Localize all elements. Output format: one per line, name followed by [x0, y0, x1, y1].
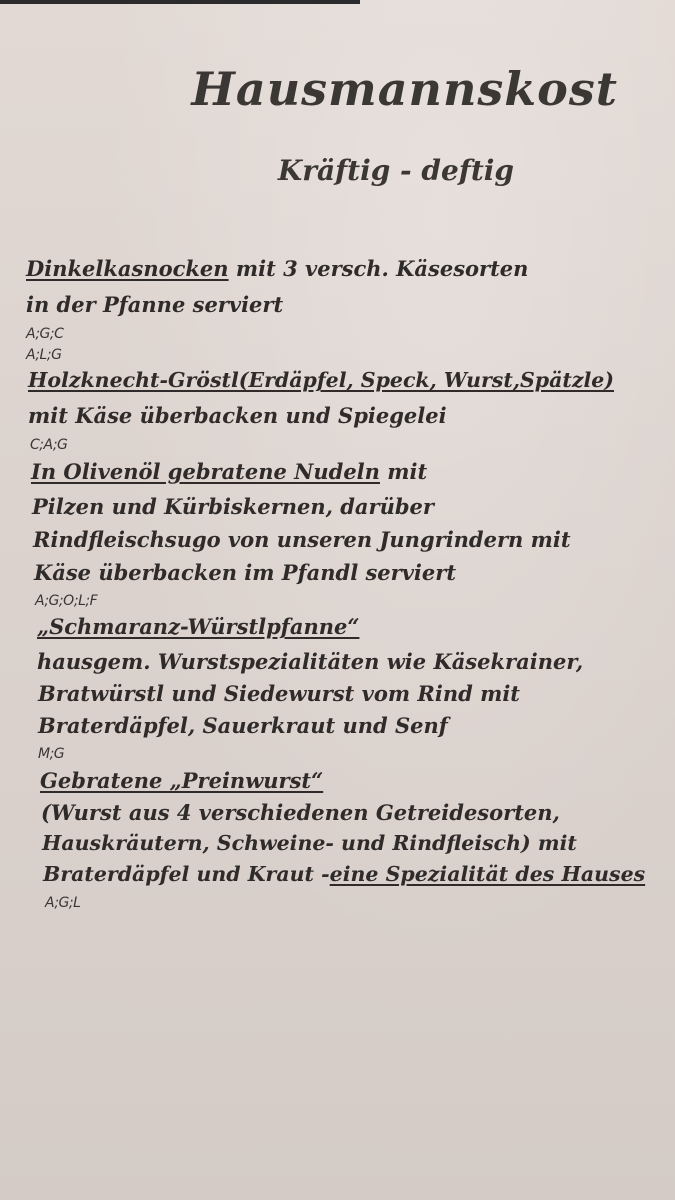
- allergen-codes: A;G;O;L;F: [35, 593, 98, 609]
- dish-name: Holzknecht-Gröstl(Erdäpfel, Speck, Wurst,Spätzle): [28, 368, 615, 392]
- dish-description: mit Käse überbacken und Spiegelei: [28, 403, 447, 428]
- dish-name: Dinkelkasnocken: [26, 256, 229, 281]
- allergen-codes: M;G: [38, 746, 65, 762]
- allergen-codes: A;L;G: [26, 347, 62, 363]
- menu-item-name-line: [31, 459, 427, 484]
- menu-item-name-line: [43, 862, 645, 886]
- dish-description: Bratwürstl und Siedewurst vom Rind mit: [38, 681, 520, 706]
- dish-highlight: eine Spezialität des Hauses: [329, 862, 646, 886]
- dish-description: Hauskräutern, Schweine- und Rindfleisch) mit: [42, 831, 577, 855]
- dish-description: mit: [379, 459, 428, 484]
- dish-description: hausgem. Wurstspezialitäten wie Käsekrainer,: [37, 649, 584, 674]
- dish-description: Pilzen und Kürbiskernen, darüber: [32, 494, 434, 519]
- dish-description: (Wurst aus 4 verschiedenen Getreidesorten,: [41, 800, 560, 825]
- dish-description: Käse überbacken im Pfandl serviert: [34, 560, 457, 585]
- menu-item-name-line: [40, 768, 323, 793]
- menu-title: Hausmannskost: [191, 62, 618, 116]
- dish-description: Braterdäpfel, Sauerkraut und Senf: [38, 713, 448, 738]
- dish-description: Braterdäpfel und Kraut -: [43, 862, 330, 886]
- dish-description: in der Pfanne serviert: [26, 292, 284, 317]
- dish-description: Rindfleischsugo von unseren Jungrindern mit: [33, 527, 571, 552]
- allergen-codes: A;G;L: [45, 895, 81, 911]
- menu-item-name-line: [37, 614, 359, 639]
- dish-name: Gebratene „Preinwurst“: [40, 768, 324, 793]
- menu-subtitle: Kräftig - deftig: [277, 154, 514, 187]
- dish-name: In Olivenöl gebratene Nudeln: [31, 459, 380, 484]
- allergen-codes: C;A;G: [30, 437, 68, 453]
- dish-description: mit 3 versch. Käsesorten: [228, 256, 529, 281]
- menu-item-name-line: [26, 256, 528, 281]
- allergen-codes: A;G;C: [26, 326, 64, 342]
- dish-name: „Schmaranz-Würstlpfanne“: [37, 614, 360, 639]
- menu-item-name-line: [28, 368, 614, 392]
